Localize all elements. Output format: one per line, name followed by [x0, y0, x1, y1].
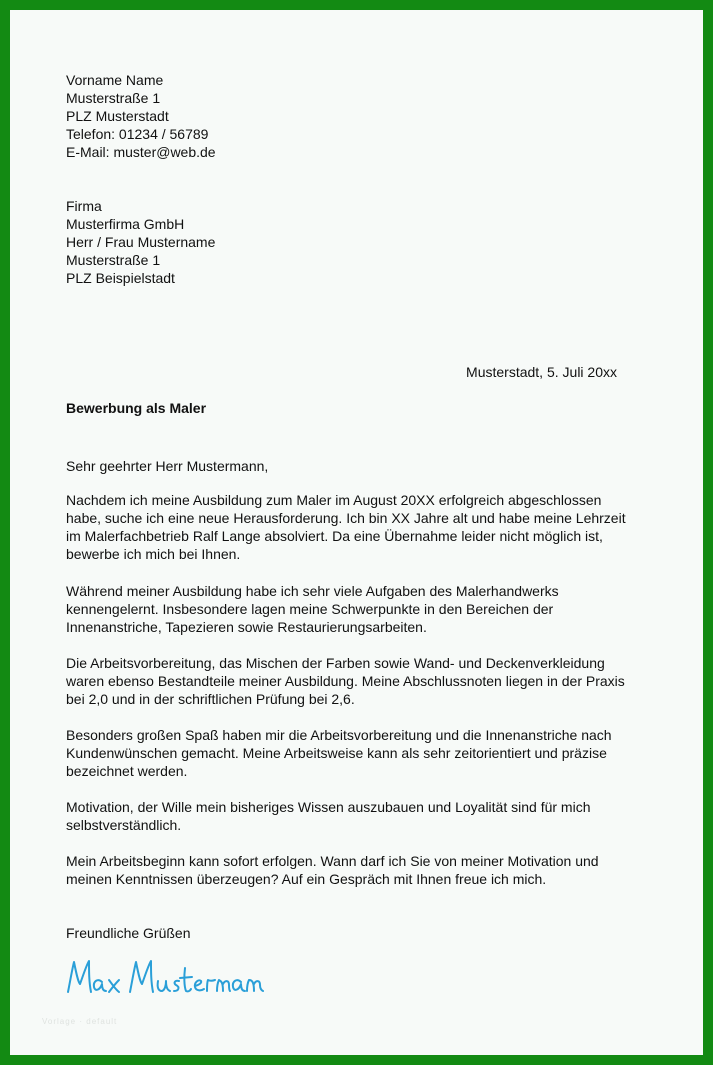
recipient-city: PLZ Beispielstadt — [66, 270, 175, 286]
sender-street: Musterstraße 1 — [66, 90, 161, 106]
sender-name: Vorname Name — [66, 72, 164, 88]
paragraph-4: Besonders großen Spaß haben mir die Arbeitsvorbereitung und die Innenanstriche nach Kundenwünschen gemacht. Meine Arbeitsweise kann als sehr zeitorientiert und präzise bezeichnet werden. — [66, 727, 612, 779]
recipient-company: Musterfirma GmbH — [66, 216, 185, 232]
letter-salutation: Sehr geehrter Herr Mustermann, — [66, 458, 269, 474]
sender-address — [66, 71, 646, 161]
paragraph-1: Nachdem ich meine Ausbildung zum Maler im August 20XX erfolgreich abgeschlossen habe, suche ich eine neue Herausforderung. Ich bin XX Jahre alt und habe meine Lehrzeit im Malerfachbetrieb Ralf Lange absolviert. Da eine Übernahme leider nicht möglich ist, bewerbe ich mich bei Ihnen. — [66, 492, 626, 562]
watermark: Vorlage · default — [42, 1017, 118, 1026]
recipient-label: Firma — [66, 198, 102, 214]
sender-phone: Telefon: 01234 / 56789 — [66, 126, 209, 142]
recipient-address — [66, 197, 646, 287]
paragraph-2: Während meiner Ausbildung habe ich sehr viele Aufgaben des Malerhandwerks kennengelernt. Insbesondere lagen meine Schwerpunkte in den Bereichen der Innenanstriche, Tapezieren sowie Restaurierungsarbeiten. — [66, 583, 559, 635]
recipient-street: Musterstraße 1 — [66, 252, 161, 268]
letter-page — [10, 10, 703, 1055]
paragraph-6: Mein Arbeitsbeginn kann sofort erfolgen. Wann darf ich Sie von meiner Motivation und meinen Kenntnissen überzeugen? Auf ein Gespräch mit Ihnen freue ich mich. — [66, 853, 599, 887]
letter-date: Musterstadt, 5. Juli 20xx — [466, 364, 617, 380]
handwritten-signature — [64, 954, 264, 1000]
letter-closing: Freundliche Grüßen — [66, 925, 191, 941]
paragraph-3: Die Arbeitsvorbereitung, das Mischen der Farben sowie Wand- und Deckenverkleidung waren ebenso Bestandteile meiner Ausbildung. Meine Abschlussnoten liegen in der Praxis bei 2,0 und in der schriftlichen Prüfung bei 2,6. — [66, 655, 625, 707]
recipient-contact: Herr / Frau Mustername — [66, 234, 216, 250]
paragraph-5: Motivation, der Wille mein bisheriges Wissen auszubauen und Loyalität sind für mich selbstverständlich. — [66, 799, 591, 833]
sender-email: E-Mail: muster@web.de — [66, 144, 216, 160]
sender-city: PLZ Musterstadt — [66, 108, 169, 124]
letter-subject: Bewerbung als Maler — [66, 400, 207, 416]
